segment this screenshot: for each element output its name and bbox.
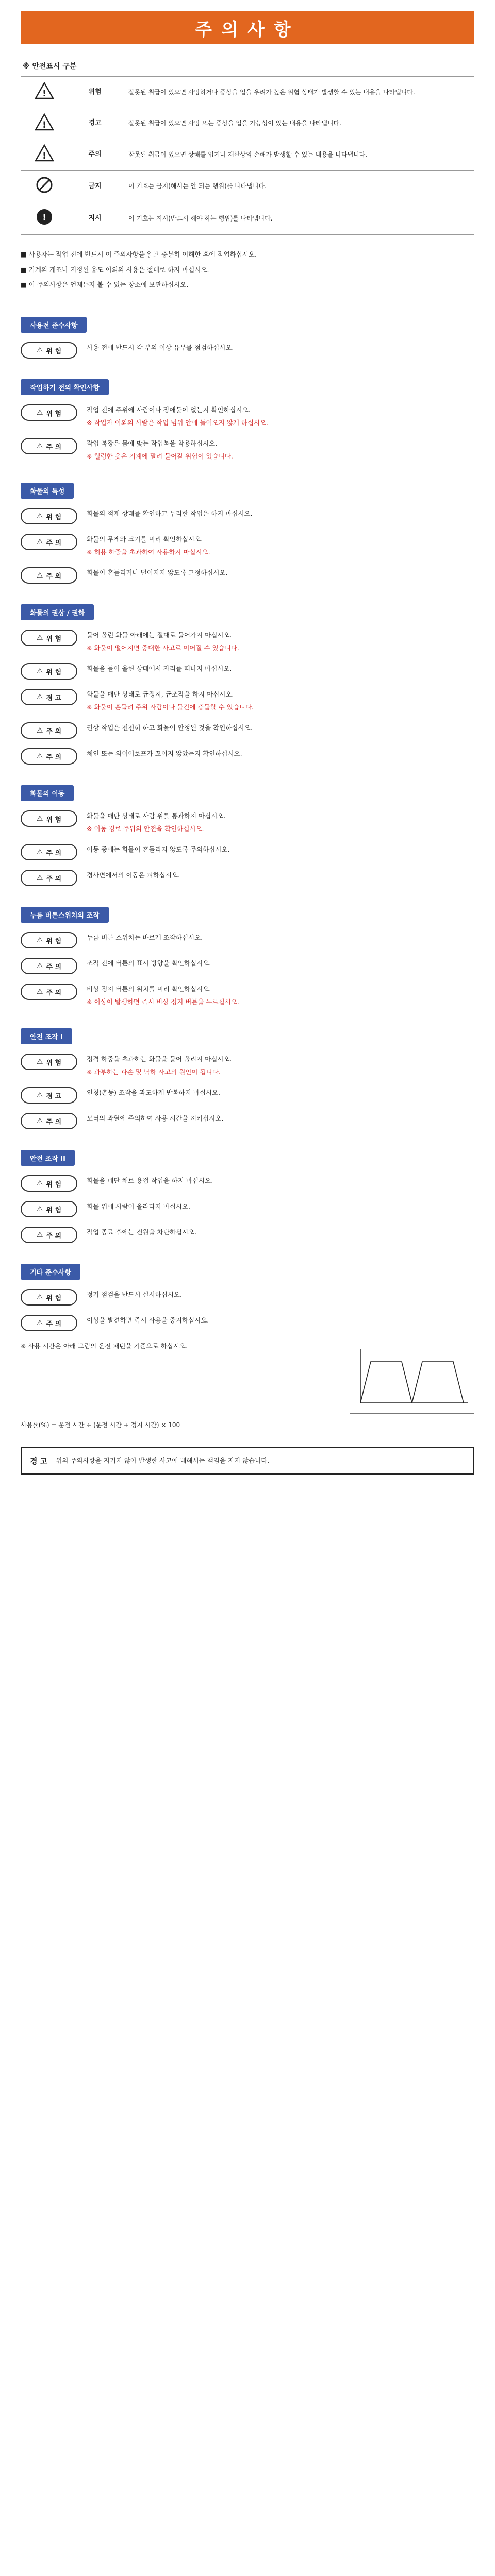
caution-item	[21, 958, 474, 974]
badge-label: 경 고	[46, 1092, 62, 1100]
note-line: ■ 사용자는 작업 전에 반드시 이 주의사항을 읽고 충분히 이해한 후에 작업하십시오.	[21, 250, 257, 258]
badge-label: 주 의	[46, 443, 62, 451]
warning-triangle-icon: ⚠	[36, 988, 43, 996]
badge-label: 위 험	[46, 513, 62, 521]
note-line: ■ 이 주의사항은 언제든지 볼 수 있는 장소에 보관하십시오.	[21, 281, 189, 289]
symbol-name: 주의	[68, 139, 122, 171]
caution-badge	[21, 748, 77, 765]
badge-label: 위 험	[46, 1294, 62, 1302]
badge-label: 주 의	[46, 1232, 62, 1240]
section-title: 안전 조작 I	[21, 1028, 72, 1044]
caution-main: 화물 위에 사람이 올라타지 마십시오.	[87, 1202, 190, 1211]
duty-formula: 사용률(%) = 운전 시간 ÷ (운전 시간 + 정지 시간) × 100	[21, 1421, 180, 1429]
caution-text	[87, 630, 474, 654]
caution-badge	[21, 508, 77, 524]
caution-item	[21, 404, 474, 429]
caution-badge	[21, 663, 77, 680]
badge-label: 위 험	[46, 668, 62, 676]
duty-cycle-diagram	[350, 1341, 474, 1414]
caution-text	[87, 534, 474, 558]
caution-badge	[21, 1175, 77, 1192]
symbols-heading: ※ 안전표시 구분	[23, 62, 77, 71]
duty-note: ※ 사용 시간은 아래 그림의 운전 패턴을 기준으로 하십시오.	[21, 1342, 188, 1350]
section	[21, 774, 474, 886]
caution-main: 모터의 과열에 주의하여 사용 시간을 지키십시오.	[87, 1114, 224, 1123]
section-title: 화물의 특성	[21, 483, 74, 499]
caution-badge	[21, 1315, 77, 1331]
caution-item	[21, 508, 474, 524]
warning-triangle-icon: ⚠	[36, 1205, 43, 1214]
note-line: ■ 기계의 개조나 지정된 용도 이외의 사용은 절대로 하지 마십시오.	[21, 265, 209, 274]
warning-triangle-icon: ⚠	[36, 512, 43, 521]
badge-label: 주 의	[46, 989, 62, 997]
caution-badge	[21, 1201, 77, 1217]
warning-triangle-icon: ⚠	[36, 726, 43, 735]
caution-sub: ※ 화물이 흔들려 주위 사람이나 물건에 충돌할 수 있습니다.	[87, 703, 254, 711]
page-title: 주의사항	[21, 11, 474, 44]
caution-text	[87, 689, 474, 713]
symbol-name: 경고	[68, 108, 122, 139]
caution-item	[21, 1289, 474, 1306]
svg-text:!: !	[42, 151, 46, 162]
warning-triangle-icon: ⚠	[36, 848, 43, 857]
symbol-description: 이 기호는 지시(반드시 해야 하는 행위)를 나타냅니다.	[122, 202, 474, 235]
caution-text	[87, 748, 474, 760]
caution-item	[21, 722, 474, 739]
caution-item	[21, 1087, 474, 1104]
caution-badge	[21, 1113, 77, 1129]
prohibition-icon	[35, 189, 54, 196]
caution-badge	[21, 984, 77, 1000]
warning-triangle-icon: ⚠	[36, 815, 43, 823]
warning-triangle-icon: ⚠	[36, 667, 43, 676]
section	[21, 471, 474, 584]
footer-warning-label: 경 고	[30, 1456, 48, 1466]
symbol-row	[21, 170, 474, 202]
caution-item	[21, 1227, 474, 1243]
section	[21, 1252, 474, 1331]
caution-item	[21, 1201, 474, 1217]
caution-main: 사용 전에 반드시 각 부의 이상 유무를 점검하십시오.	[87, 344, 234, 352]
section-title: 안전 조작 II	[21, 1150, 75, 1166]
badge-label: 주 의	[46, 572, 62, 581]
caution-main: 화물을 매단 채로 용접 작업을 하지 마십시오.	[87, 1177, 213, 1185]
warning-triangle-icon: ⚠	[36, 962, 43, 971]
caution-main: 누름 버튼 스위치는 바르게 조작하십시오.	[87, 934, 203, 942]
caution-badge	[21, 404, 77, 421]
warning-triangle-icon: ⚠	[36, 571, 43, 580]
symbol-row	[21, 77, 474, 108]
badge-label: 위 험	[46, 816, 62, 824]
badge-label: 주 의	[46, 753, 62, 761]
badge-label: 위 험	[46, 1206, 62, 1214]
warning-triangle-icon: ⚠	[36, 1058, 43, 1066]
warning-triangle-icon: ⚠	[36, 442, 43, 451]
duty-cycle-block	[21, 1341, 474, 1414]
caution-text	[87, 438, 474, 462]
caution-item	[21, 342, 474, 359]
caution-main: 이상을 발견하면 즉시 사용을 중지하십시오.	[87, 1316, 209, 1325]
section	[21, 1139, 474, 1243]
warning-triangle-icon: ⚠	[36, 936, 43, 945]
sections-container	[21, 306, 474, 1331]
section-title: 누름 버튼스위치의 조작	[21, 907, 109, 923]
badge-label: 주 의	[46, 727, 62, 736]
warning-triangle-icon: ⚠	[36, 1293, 43, 1302]
caution-item	[21, 1113, 474, 1129]
caution-item	[21, 663, 474, 680]
warning-triangle-icon: ⚠	[36, 693, 43, 702]
footer-warning-text: 위의 주의사항을 지키지 않아 발생한 사고에 대해서는 책임을 지지 않습니다.	[56, 1456, 270, 1464]
svg-text:!: !	[42, 89, 46, 99]
symbol-description: 잘못된 취급이 있으면 상해를 입거나 재산상의 손해가 발생할 수 있는 내용을 나타냅니다.	[122, 139, 474, 171]
caution-badge	[21, 932, 77, 948]
warning-triangle-icon	[35, 151, 54, 163]
warning-triangle-icon: ⚠	[36, 874, 43, 883]
caution-text	[87, 508, 474, 520]
caution-text	[87, 870, 474, 882]
caution-badge	[21, 630, 77, 646]
warning-triangle-icon	[35, 120, 54, 132]
caution-main: 체인 또는 와이어로프가 꼬이지 않았는지 확인하십시오.	[87, 750, 242, 758]
caution-main: 화물을 매단 상태로 급정지, 급조작을 하지 마십시오.	[87, 690, 234, 699]
badge-label: 주 의	[46, 849, 62, 857]
caution-text	[87, 1289, 474, 1301]
caution-item	[21, 1315, 474, 1331]
caution-main: 작업 복장은 몸에 맞는 작업복을 착용하십시오.	[87, 439, 218, 448]
svg-text:!: !	[42, 212, 46, 223]
mandatory-icon	[35, 212, 54, 228]
symbol-description: 이 기호는 금지(해서는 안 되는 행위)를 나타냅니다.	[122, 170, 474, 202]
badge-label: 주 의	[46, 1118, 62, 1126]
caution-badge	[21, 689, 77, 705]
caution-badge	[21, 1087, 77, 1104]
caution-badge	[21, 438, 77, 454]
notice-page	[21, 0, 474, 1475]
badge-label: 위 험	[46, 347, 62, 355]
footer-warning	[21, 1447, 474, 1475]
caution-item	[21, 932, 474, 948]
caution-text	[87, 844, 474, 856]
caution-item	[21, 870, 474, 886]
section-title: 화물의 이동	[21, 785, 74, 801]
symbol-name: 지시	[68, 202, 122, 235]
caution-item	[21, 1175, 474, 1192]
caution-main: 화물을 매단 상태로 사람 위를 통과하지 마십시오.	[87, 812, 226, 820]
caution-badge	[21, 844, 77, 860]
caution-text	[87, 1087, 474, 1099]
caution-main: 경사면에서의 이동은 피하십시오.	[87, 871, 180, 879]
caution-text	[87, 1315, 474, 1327]
caution-badge	[21, 958, 77, 974]
caution-badge	[21, 722, 77, 739]
badge-label: 위 험	[46, 1059, 62, 1067]
warning-triangle-icon: ⚠	[36, 1179, 43, 1188]
caution-text	[87, 932, 474, 944]
caution-text	[87, 1113, 474, 1125]
caution-item	[21, 1054, 474, 1078]
caution-main: 비상 정지 버튼의 위치를 미리 확인하십시오.	[87, 985, 211, 993]
caution-item	[21, 748, 474, 765]
badge-label: 위 험	[46, 937, 62, 945]
warning-triangle-icon: ⚠	[36, 1319, 43, 1328]
caution-text	[87, 342, 474, 354]
section-title: 기타 준수사항	[21, 1264, 80, 1280]
badge-label: 주 의	[46, 1320, 62, 1328]
caution-text	[87, 810, 474, 835]
caution-main: 정격 하중을 초과하는 화물을 들어 올리지 마십시오.	[87, 1055, 232, 1063]
badge-label: 경 고	[46, 694, 62, 702]
symbol-description: 잘못된 취급이 있으면 사망하거나 중상을 입을 우려가 높은 위험 상태가 발생할 수 있는 내용을 나타냅니다.	[122, 77, 474, 108]
section-title: 화물의 권상 / 권하	[21, 604, 94, 620]
caution-sub: ※ 이동 경로 주위의 안전을 확인하십시오.	[87, 824, 204, 833]
section-title: 사용전 준수사항	[21, 317, 87, 333]
caution-main: 화물을 들어 올린 상태에서 자리를 떠나지 마십시오.	[87, 665, 232, 673]
caution-main: 작업 전에 주위에 사람이나 장애물이 없는지 확인하십시오.	[87, 406, 251, 414]
svg-text:!: !	[42, 120, 46, 130]
caution-text	[87, 1201, 474, 1213]
caution-sub: ※ 이상이 발생하면 즉시 비상 정지 버튼을 누르십시오.	[87, 997, 239, 1006]
symbol-description: 잘못된 취급이 있으면 사망 또는 중상을 입을 가능성이 있는 내용을 나타냅니다.	[122, 108, 474, 139]
caution-main: 화물의 무게와 크기를 미리 확인하십시오.	[87, 535, 203, 544]
warning-triangle-icon: ⚠	[36, 409, 43, 417]
badge-label: 주 의	[46, 875, 62, 883]
caution-main: 권상 작업은 천천히 하고 화물이 안정된 것을 확인하십시오.	[87, 724, 253, 732]
caution-main: 들어 올린 화물 아래에는 절대로 들어가지 마십시오.	[87, 631, 232, 639]
caution-badge	[21, 342, 77, 359]
caution-sub: ※ 과부하는 파손 및 낙하 사고의 원인이 됩니다.	[87, 1067, 221, 1076]
caution-badge	[21, 810, 77, 827]
caution-main: 인칭(촌동) 조작을 과도하게 반복하지 마십시오.	[87, 1089, 221, 1097]
symbol-row	[21, 108, 474, 139]
caution-badge	[21, 1054, 77, 1070]
caution-text	[87, 958, 474, 970]
caution-item	[21, 810, 474, 835]
general-notes	[21, 248, 474, 291]
warning-triangle-icon	[35, 89, 54, 101]
warning-triangle-icon: ⚠	[36, 752, 43, 761]
caution-main: 작업 종료 후에는 전원을 차단하십시오.	[87, 1228, 197, 1236]
badge-label: 위 험	[46, 635, 62, 643]
caution-badge	[21, 1289, 77, 1306]
section	[21, 306, 474, 359]
caution-sub: ※ 허용 하중을 초과하여 사용하지 마십시오.	[87, 548, 210, 556]
section	[21, 895, 474, 1008]
caution-main: 정기 점검을 반드시 실시하십시오.	[87, 1291, 182, 1299]
caution-text	[87, 404, 474, 429]
badge-label: 위 험	[46, 410, 62, 418]
symbol-row	[21, 139, 474, 171]
caution-item	[21, 984, 474, 1008]
caution-badge	[21, 1227, 77, 1243]
caution-text	[87, 1175, 474, 1187]
caution-badge	[21, 870, 77, 886]
section	[21, 368, 474, 462]
caution-text	[87, 663, 474, 675]
caution-text	[87, 1227, 474, 1239]
section	[21, 1017, 474, 1129]
caution-item	[21, 689, 474, 713]
caution-text	[87, 984, 474, 1008]
warning-triangle-icon: ⚠	[36, 538, 43, 547]
warning-triangle-icon: ⚠	[36, 1091, 43, 1100]
caution-item	[21, 567, 474, 584]
symbol-name: 금지	[68, 170, 122, 202]
caution-text	[87, 722, 474, 734]
caution-main: 화물의 적재 상태를 확인하고 무리한 작업은 하지 마십시오.	[87, 510, 253, 518]
caution-sub: ※ 화물이 떨어지면 중대한 사고로 이어질 수 있습니다.	[87, 643, 239, 652]
section	[21, 593, 474, 765]
caution-item	[21, 630, 474, 654]
badge-label: 주 의	[46, 963, 62, 971]
caution-badge	[21, 567, 77, 584]
caution-sub: ※ 작업자 이외의 사람은 작업 범위 안에 들어오지 않게 하십시오.	[87, 418, 269, 427]
caution-text	[87, 1054, 474, 1078]
caution-main: 이동 중에는 화물이 흔들리지 않도록 주의하십시오.	[87, 845, 230, 854]
symbols-table	[21, 76, 474, 235]
warning-triangle-icon: ⚠	[36, 1231, 43, 1240]
badge-label: 주 의	[46, 539, 62, 547]
caution-main: 화물이 흔들리거나 떨어지지 않도록 고정하십시오.	[87, 569, 228, 577]
caution-item	[21, 534, 474, 558]
section-title: 작업하기 전의 확인사항	[21, 379, 109, 395]
caution-main: 조작 전에 버튼의 표시 방향을 확인하십시오.	[87, 959, 211, 968]
badge-label: 위 험	[46, 1180, 62, 1189]
caution-sub: ※ 헐렁한 옷은 기계에 말려 들어갈 위험이 있습니다.	[87, 452, 233, 460]
caution-badge	[21, 534, 77, 550]
caution-item	[21, 844, 474, 860]
caution-item	[21, 438, 474, 462]
symbol-name: 위험	[68, 77, 122, 108]
warning-triangle-icon: ⚠	[36, 346, 43, 355]
warning-triangle-icon: ⚠	[36, 1117, 43, 1126]
warning-triangle-icon: ⚠	[36, 634, 43, 642]
symbol-row	[21, 202, 474, 235]
caution-text	[87, 567, 474, 579]
